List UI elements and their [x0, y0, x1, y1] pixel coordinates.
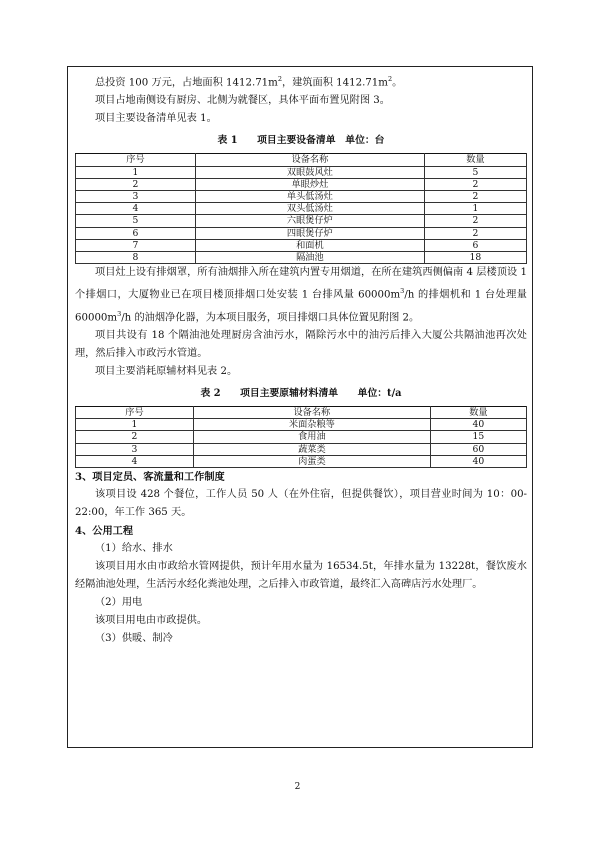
table-cell: 5 [424, 166, 526, 178]
superscript: 3 [117, 309, 122, 318]
table-cell: 40 [430, 419, 526, 431]
header-cell: 设备名称 [193, 407, 430, 419]
table-cell: 单头低汤灶 [195, 191, 424, 203]
table-cell: 15 [430, 431, 526, 443]
table-cell: 米面杂粮等 [193, 419, 430, 431]
table-cell: 单眼炒灶 [195, 178, 424, 190]
table-row [76, 431, 527, 443]
header-cell: 序号 [76, 154, 196, 166]
table-cell: 5 [76, 215, 196, 227]
header-cell: 序号 [76, 407, 194, 419]
materials-table [75, 406, 527, 468]
table-cell: 18 [424, 252, 526, 264]
table-cell: 隔油池 [195, 252, 424, 264]
table-cell: 6 [76, 227, 196, 239]
table-cell: 蔬菜类 [193, 443, 430, 455]
table-cell: 1 [424, 203, 526, 215]
superscript: 2 [387, 75, 393, 83]
table-cell: 双头低汤灶 [195, 203, 424, 215]
table-row [76, 203, 527, 215]
header-cell: 数量 [430, 407, 526, 419]
table-row [76, 455, 527, 467]
superscript: 2 [277, 75, 282, 83]
table-cell: 3 [76, 443, 194, 455]
section3-text: 该项目设 428 个餐位，工作人员 50 人（在外住宿，但提供餐饮），项目营业时间为 10：00-22:00，年工作 365 天。 [75, 489, 527, 519]
power-subheading: （2）用电 [95, 597, 143, 609]
table-cell: 4 [76, 455, 194, 467]
table-cell: 3 [76, 191, 196, 203]
table-cell: 1 [76, 166, 196, 178]
table-header-row [76, 154, 527, 166]
grease-trap-paragraph: 项目共设有 18 个隔油池处理厨房含油污水，隔除污水中的油污后排入大厦公共隔油池再次处理，然后排入市政污水管道。 [75, 330, 527, 359]
header-cell: 设备名称 [195, 154, 424, 166]
table-cell: 2 [424, 191, 526, 203]
exhaust-paragraph [75, 264, 527, 327]
water-text: 该项目用水由市政给水管网提供，预计年用水量为 16534.5t，年排水量为 13228t，餐饮废水经隔油池处理，生活污水经化粪池处理，之后排入市政管道，最终汇入高碑店污水处理厂。 [75, 561, 527, 591]
table-cell: 四眼煲仔炉 [195, 227, 424, 239]
table-cell: 8 [76, 252, 196, 264]
table-cell: 2 [424, 215, 526, 227]
water-subheading: （1）给水、排水 [95, 543, 173, 555]
table-cell: 肉蛋类 [193, 455, 430, 467]
table-header-row [76, 407, 527, 419]
table-row [76, 252, 527, 264]
exhaust-text-c: /h 的油烟净化器，为本项目服务，项目排烟口具体位置见附图 2。 [121, 312, 420, 323]
table-cell: 六眼煲仔炉 [195, 215, 424, 227]
table-cell: 2 [424, 227, 526, 239]
header-cell: 数量 [424, 154, 526, 166]
table-row [76, 191, 527, 203]
superscript: 3 [400, 287, 405, 296]
table-row [76, 419, 527, 431]
table-cell: 40 [430, 455, 526, 467]
investment-paragraph [75, 70, 527, 92]
layout-paragraph: 项目占地南侧设有厨房、北侧为就餐区，具体平面布置见附图 3。 [95, 95, 390, 107]
table-cell: 食用油 [193, 431, 430, 443]
investment-text-end: 。 [392, 77, 403, 89]
table-cell: 6 [424, 239, 526, 251]
table-row [76, 166, 527, 178]
table-cell: 2 [424, 178, 526, 190]
page-number: 2 [294, 782, 301, 792]
table1-caption: 表 1 项目主要设备清单 单位：台 [217, 135, 385, 147]
table-row [76, 227, 527, 239]
exhaust-text-b: /h 的排烟机和 1 台处理量 60000m [75, 289, 527, 323]
table-cell: 4 [76, 203, 196, 215]
table-cell: 2 [76, 431, 194, 443]
exhaust-text-a: 项目灶上设有排烟罩，所有油烟排入所在建筑内置专用烟道，在所在建筑西侧偏南 4 层楼顶设 1 个排烟口，大厦物业已在项目楼顶排烟口处安装 1 台排风量 60000m [75, 267, 527, 301]
equipment-table [75, 153, 527, 264]
table-row [76, 215, 527, 227]
table-cell: 60 [430, 443, 526, 455]
table-cell: 1 [76, 419, 194, 431]
table2-caption: 表 2 项目主要原辅材料清单 单位：t/a [200, 388, 402, 399]
heating-subheading: （3）供暖、制冷 [95, 633, 173, 645]
investment-text: 总投资 100 万元，占地面积 1412.71m [95, 77, 278, 89]
power-text: 该项目用电由市政提供。 [95, 615, 208, 627]
table-cell: 和面机 [195, 239, 424, 251]
table-cell: 2 [76, 178, 196, 190]
section4-heading: 4、公用工程 [75, 525, 134, 538]
table-cell: 双眼鼓风灶 [195, 166, 424, 178]
table-row [76, 178, 527, 190]
table-cell: 7 [76, 239, 196, 251]
table-row [76, 443, 527, 455]
materials-intro: 项目主要消耗原辅材料见表 2。 [95, 366, 238, 377]
document-body [75, 70, 527, 648]
investment-text-mid: ，建筑面积 1412.71m [281, 77, 388, 89]
section3-heading: 3、项目定员、客流量和工作制度 [75, 471, 225, 484]
equipment-intro: 项目主要设备清单见表 1。 [95, 113, 217, 125]
table-row [76, 239, 527, 251]
